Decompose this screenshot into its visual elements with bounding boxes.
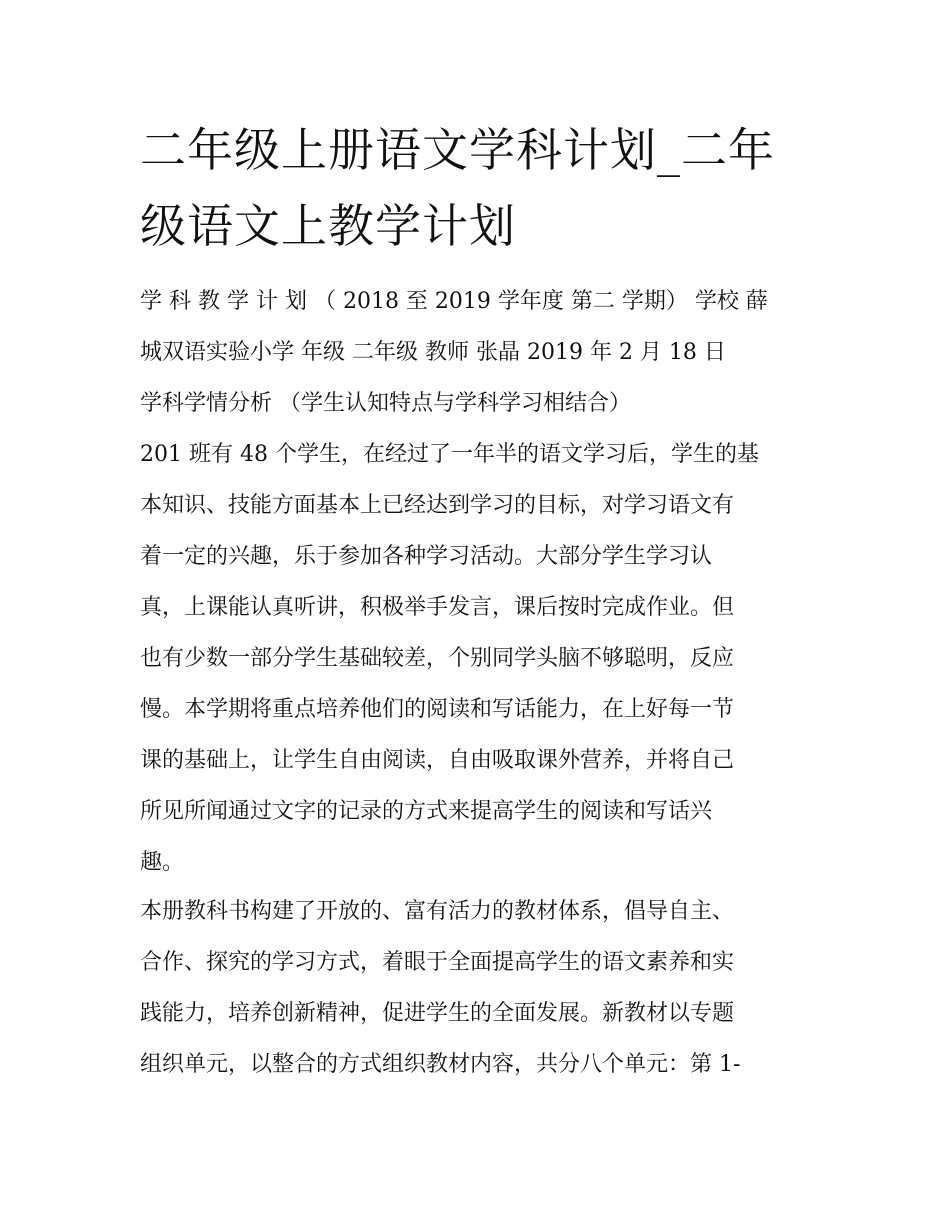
document-title (140, 112, 820, 264)
paragraph-line: 也有少数一部分学生基础较差，个别同学头脑不够聪明，反应 (140, 646, 735, 671)
paragraph-textbook-overview (140, 886, 820, 1090)
paragraph-line: 课的基础上，让学生自由阅读，自由吸取课外营养，并将自己 (140, 748, 735, 773)
header-line: 学 科 教 学 计 划 （ 2018 至 2019 学年度 第二 学期） 学校 薛 (140, 289, 768, 314)
title-line: 二年级上册语文学科计划_二年 (140, 123, 775, 177)
paragraph-line: 趣。 (140, 850, 185, 875)
paragraph-line: 组织单元，以整合的方式组织教材内容，共分八个单元：第 1- (140, 1052, 741, 1077)
paragraph-student-analysis (140, 429, 820, 888)
title-line: 级语文上教学计划 (140, 199, 516, 253)
paragraph-line: 合作、探究的学习方式，着眼于全面提高学生的语文素养和实 (140, 950, 735, 975)
paragraph-line: 慢。本学期将重点培养他们的阅读和写话能力，在上好每一节 (140, 697, 735, 722)
section-heading: 学科学情分析 （学生认知特点与学科学习相结合） (140, 391, 631, 416)
paragraph-line: 本册教科书构建了开放的、富有活力的教材体系，倡导自主、 (140, 899, 735, 924)
paragraph-line: 真，上课能认真听讲，积极举手发言，课后按时完成作业。但 (140, 595, 735, 620)
paragraph-line: 践能力，培养创新精神，促进学生的全面发展。新教材以专题 (140, 1001, 735, 1026)
paragraph-line: 所见所闻通过文字的记录的方式来提高学生的阅读和写话兴 (140, 799, 713, 824)
paragraph-line: 本知识、技能方面基本上已经达到学习的目标，对学习语文有 (140, 493, 735, 518)
paragraph-line: 着一定的兴趣，乐于参加各种学习活动。大部分学生学习认 (140, 544, 713, 569)
header-line: 城双语实验小学 年级 二年级 教师 张晶 2019 年 2 月 18 日 (140, 340, 726, 365)
paragraph-line: 201 班有 48 个学生，在经过了一年半的语文学习后，学生的基 (140, 442, 759, 467)
header-info (140, 276, 820, 429)
